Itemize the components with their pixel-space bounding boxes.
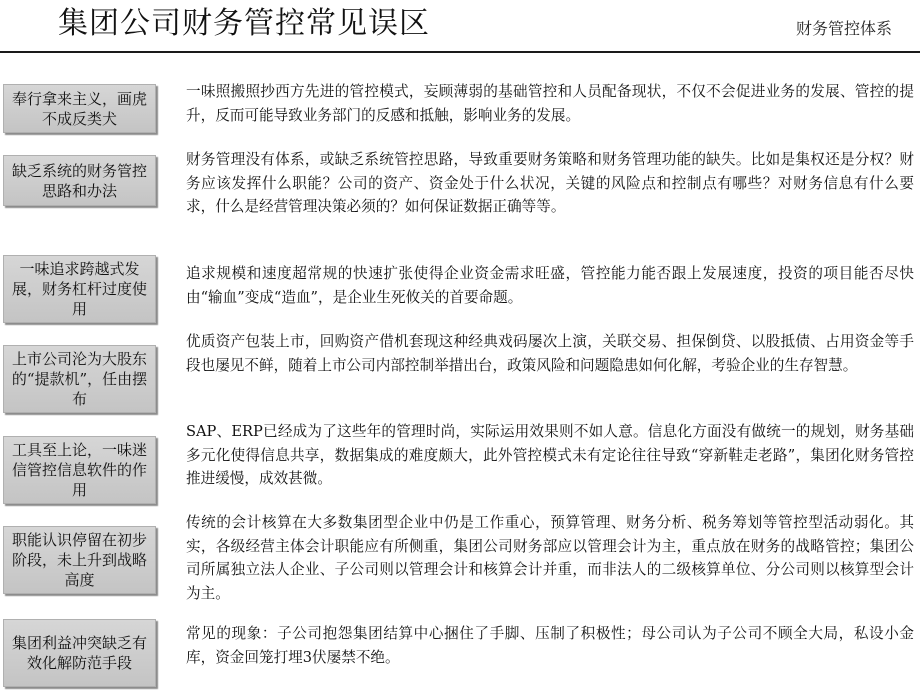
tag-label-1: 奉行拿来主义，画虎不成反类犬: [3, 84, 156, 133]
tag-label-2: 缺乏系统的财务管控思路和办法: [3, 155, 156, 206]
tag-label-6: 职能认识停留在初步阶段，未上升到战略高度: [3, 526, 156, 594]
tag-label-4: 上市公司沦为大股东的“提款机”，任由摆布: [3, 345, 156, 413]
description-2: 财务管理没有体系，或缺乏系统管控思路，导致重要财务策略和财务管理功能的缺失。比如是集权还是分权？财务应该发挥什么职能？公司的资产、资金处于什么状况，关键的风险点和控制点有哪些？对财务信息有什么要求，什么是经营管理决策必须的？如何保证数据正确等等。: [186, 151, 914, 215]
section-label: 财务管控体系: [795, 19, 892, 38]
tag-label-3: 一味追求跨越式发展，财务杠杆过度使用: [3, 255, 156, 323]
description-5: SAP、ERP已经成为了这些年的管理时尚，实际运用效果则不如人意。信息化方面没有做统一的规划，财务基础多元化使得信息共享，数据集成的难度颇大，此外管控模式未有定论往往导致“穿新鞋走老路”，集团化财务管控推进缓慢，成效甚微。: [186, 423, 914, 487]
page-title: 集团公司财务管控常见误区: [58, 6, 430, 41]
header-divider: [0, 51, 920, 53]
header: [0, 0, 920, 50]
tag-label-5: 工具至上论，一味迷信管控信息软件的作用: [3, 436, 156, 504]
description-1: 一味照搬照抄西方先进的管控模式，妄顾薄弱的基础管控和人员配备现状，不仅不会促进业务的发展、管控的提升，反而可能导致业务部门的反感和抵触，影响业务的发展。: [186, 83, 914, 124]
description-4: 优质资产包装上市，回购资产借机套现这种经典戏码屡次上演，关联交易、担保倒贷、以股抵债、占用资金等手段也屡见不鲜，随着上市公司内部控制举措出台，政策风险和问题隐患如何化解，考验企业的生存智慧。: [186, 333, 914, 374]
tag-label-7: 集团利益冲突缺乏有效化解防范手段: [3, 619, 156, 687]
description-6: 传统的会计核算在大多数集团型企业中仍是工作重心，预算管理、财务分析、税务筹划等管控型活动弱化。其实，各级经营主体会计职能应有所侧重，集团公司财务部应以管理会计为主，重点放在财务的战略管控；集团公司所属独立法人企业、子公司则以管理会计和核算会计并重，而非法人的二级核算单位、分公司则以核算型会计为主。: [186, 514, 914, 602]
description-7: 常见的现象：子公司抱怨集团结算中心捆住了手脚、压制了积极性；母公司认为子公司不顾全大局，私设小金库，资金回笼打埋3伏屡禁不绝。: [186, 625, 914, 666]
description-3: 追求规模和速度超常规的快速扩张使得企业资金需求旺盛，管控能力能否跟上发展速度，投资的项目能否尽快由“输血”变成“造血”，是企业生死攸关的首要命题。: [186, 265, 914, 306]
